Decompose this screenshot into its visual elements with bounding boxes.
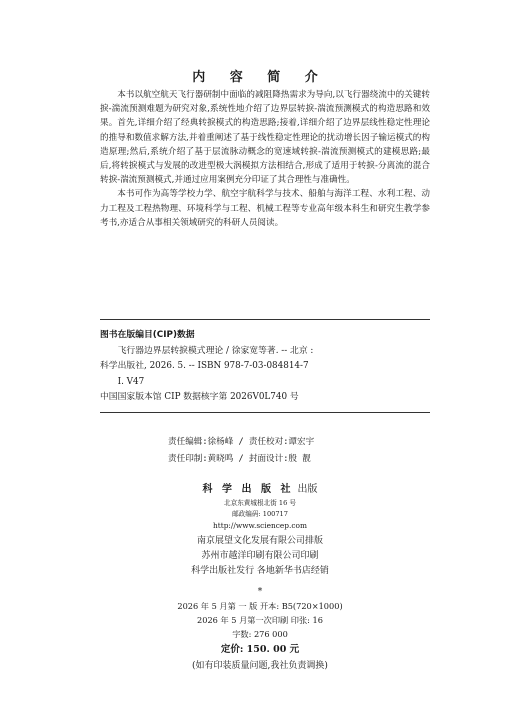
wordcount-line: 字数: 276 000	[232, 629, 288, 639]
cip-publisher-line: 科学出版社, 2026. 5. -- ISBN 978-7-03-084814-7	[100, 361, 309, 371]
cip-block	[100, 328, 430, 406]
publisher-name-line	[0, 482, 520, 498]
cip-classification: Ⅰ. V47	[117, 376, 145, 387]
cip-record-number: 中国国家版本馆 CIP 数据核字第 2026V0L740 号	[100, 392, 299, 402]
price-line: 定价: 150. 00 元	[220, 644, 300, 655]
quality-notice: (如有印装质量问题,我社负责调换)	[192, 661, 328, 671]
editors-line: 责任编辑:徐杨峰 / 责任校对:谭宏宇	[168, 437, 315, 447]
publisher-postcode: 邮政编码: 100717	[232, 510, 288, 518]
printer-line: 苏州市越洋印刷有限公司印刷	[201, 551, 319, 561]
cip-heading: 图书在版编目(CIP)数据	[100, 330, 195, 340]
summary-title: 内 容 简 介	[192, 70, 328, 85]
editors-block	[168, 434, 314, 468]
summary-paragraph: 本书以航空航天飞行器研制中面临的减阻降热需求为导向,以飞行器绕流中的关键转捩-湍流预测难题为研究对象,系统性地介绍了边界层转捩-湍流预测模式的构造思路和效果。首先,详细介绍了经典转捩模式的构造思路;接着,详细介绍了边界层线性稳定性理论的推导和数值求解方法,并着重阐述了基于线性稳定性理论的扰动增长因子输运模式的构造原理;然后,系统介绍了基于层流脉动概念的宽速域转捩-湍流预测模式的建模思路;最后,将转捩模式与发展的改进型极大涡模拟方法相结合,形成了适用于转捩-分离流的混合转捩-湍流预测模式,并通过应用案例充分印证了其合理性与准确性。	[100, 90, 430, 186]
editors-line: 责任印制:黄晓鸣 / 封面设计:殷 靓	[168, 454, 311, 464]
publisher-website: http://www.sciencep.com	[213, 521, 307, 530]
printing-line: 2026 年 5 月第一次印刷 印张: 16	[197, 615, 323, 625]
separator-star: *	[257, 587, 263, 597]
summary-paragraph: 本书可作为高等学校力学、航空宇航科学与技术、船舶与海洋工程、水利工程、动力工程及工程热物理、环境科学与工程、机械工程等专业高年级本科生和研究生教学参考书,亦适合从事相关领域研究的科研人员阅读。	[100, 189, 430, 228]
summary-body	[100, 88, 430, 230]
cip-title-line: 飞行器边界层转捩模式理论 / 徐家宽等著. -- 北京 :	[117, 345, 314, 356]
cip-top-rule	[100, 319, 430, 320]
edition-line: 2026 年 5 月第 一 版 开本: B5(720×1000)	[177, 601, 343, 611]
publisher-address: 北京东黄城根北街 16 号	[224, 499, 296, 507]
publisher-suffix: 出版	[297, 484, 318, 495]
distributor-line: 科学出版社发行 各地新华书店经销	[191, 566, 329, 576]
publisher-block	[0, 482, 520, 674]
cip-bottom-rule	[100, 412, 430, 413]
typesetter-line: 南京展望文化发展有限公司排版	[196, 536, 323, 546]
publisher-name: 科 学 出 版 社	[202, 484, 294, 495]
